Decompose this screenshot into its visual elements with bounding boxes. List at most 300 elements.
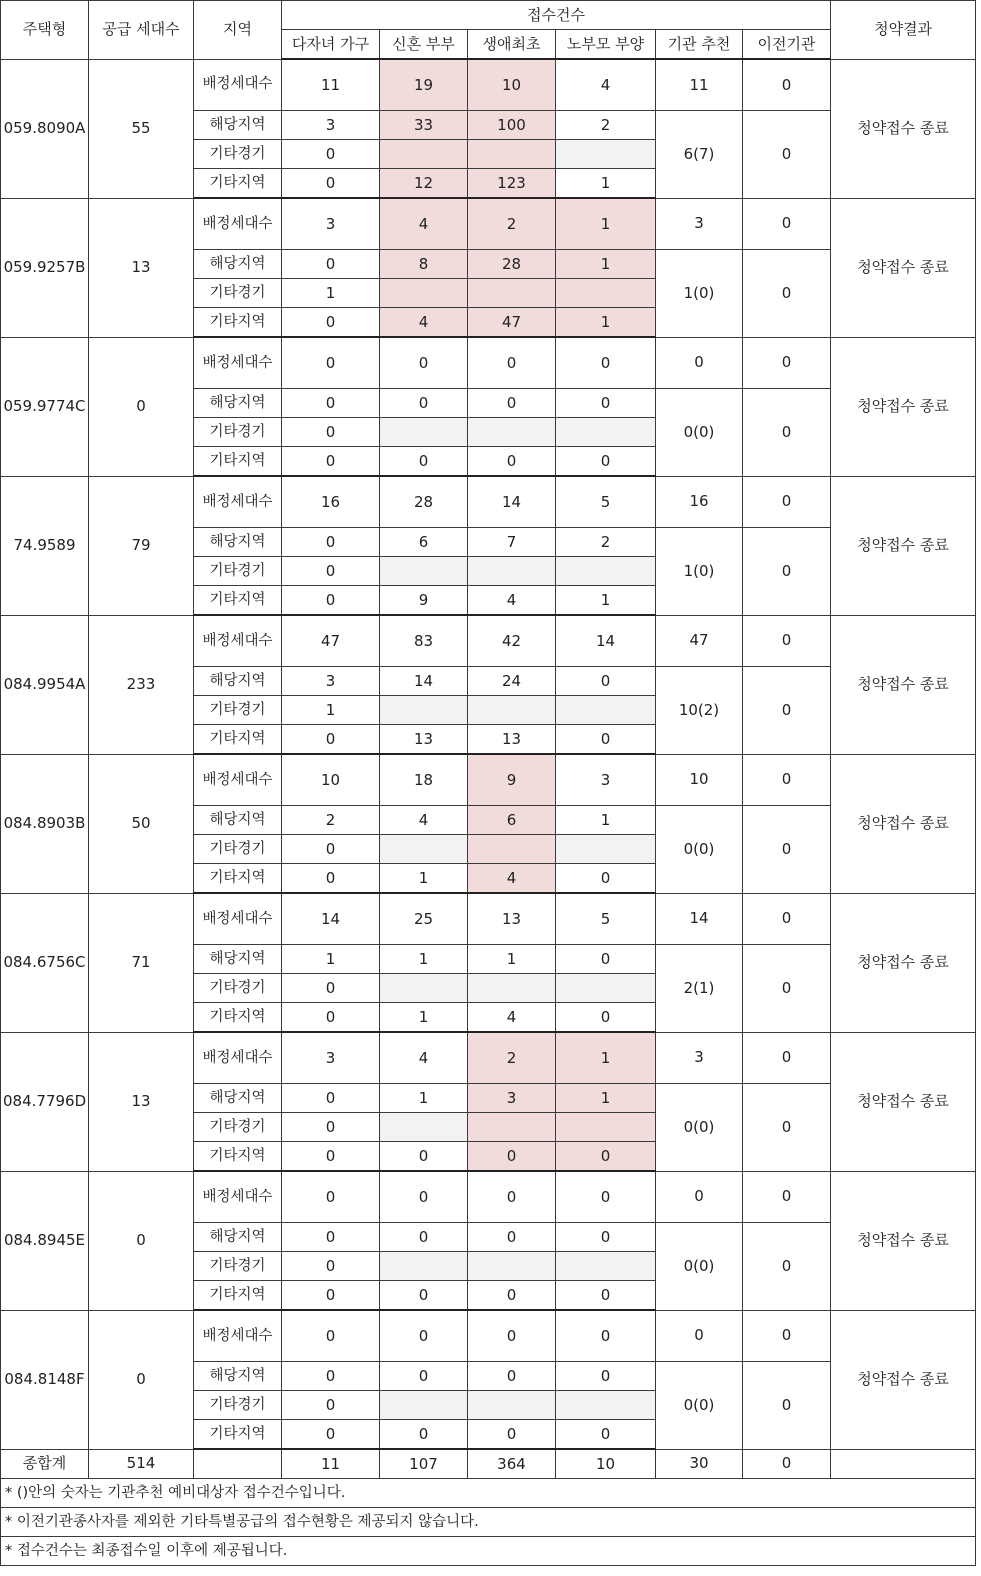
count-first-time-cell: 1 xyxy=(468,945,556,974)
count-elderly-parent-cell xyxy=(556,1252,656,1281)
count-multichild-cell: 11 xyxy=(282,59,380,111)
count-newlywed-cell xyxy=(380,140,468,169)
table-row xyxy=(1,1032,976,1084)
header-first-time: 생애최초 xyxy=(468,30,556,60)
supply-count-cell: 50 xyxy=(89,754,194,893)
count-newlywed-cell xyxy=(380,557,468,586)
count-newlywed-cell xyxy=(380,418,468,447)
count-newlywed-cell: 19 xyxy=(380,59,468,111)
result-cell: 청약접수 종료 xyxy=(831,476,976,615)
relocated-agency-combined-cell: 0 xyxy=(743,806,831,894)
count-agency-recommend-cell: 47 xyxy=(656,615,743,667)
count-agency-recommend-cell: 14 xyxy=(656,893,743,945)
count-elderly-parent-cell: 0 xyxy=(556,1171,656,1223)
count-multichild-cell: 1 xyxy=(282,696,380,725)
relocated-agency-combined-cell: 0 xyxy=(743,1362,831,1450)
result-cell: 청약접수 종료 xyxy=(831,615,976,754)
agency-recommend-combined-cell: 1(0) xyxy=(656,250,743,338)
header-region: 지역 xyxy=(194,1,282,60)
agency-recommend-combined-cell: 0(0) xyxy=(656,1362,743,1450)
footnote-text: * 이전기관종사자를 제외한 기타특별공급의 접수현황은 제공되지 않습니다. xyxy=(1,1508,976,1537)
table-row xyxy=(1,893,976,945)
count-agency-recommend-cell: 0 xyxy=(656,1171,743,1223)
count-elderly-parent-cell: 5 xyxy=(556,893,656,945)
count-newlywed-cell: 1 xyxy=(380,864,468,894)
count-agency-recommend-cell: 16 xyxy=(656,476,743,528)
count-first-time-cell: 123 xyxy=(468,169,556,199)
housing-type-cell: 059.9774C xyxy=(1,337,89,476)
count-newlywed-cell: 4 xyxy=(380,308,468,338)
supply-count-cell: 13 xyxy=(89,198,194,337)
agency-recommend-combined-cell: 0(0) xyxy=(656,389,743,477)
count-first-time-cell xyxy=(468,279,556,308)
count-multichild-cell: 0 xyxy=(282,308,380,338)
header-multichild: 다자녀 가구 xyxy=(282,30,380,60)
total-value-cell: 30 xyxy=(656,1449,743,1479)
result-cell: 청약접수 종료 xyxy=(831,1032,976,1171)
count-multichild-cell: 0 xyxy=(282,1391,380,1420)
count-multichild-cell: 0 xyxy=(282,835,380,864)
header-supply: 공급 세대수 xyxy=(89,1,194,60)
count-newlywed-cell: 28 xyxy=(380,476,468,528)
count-first-time-cell: 6 xyxy=(468,806,556,835)
supply-count-cell: 233 xyxy=(89,615,194,754)
count-agency-recommend-cell: 0 xyxy=(656,1310,743,1362)
total-supply-cell: 514 xyxy=(89,1449,194,1479)
region-label-cell: 기타지역 xyxy=(194,1003,282,1033)
count-agency-recommend-cell: 0 xyxy=(656,337,743,389)
count-multichild-cell: 1 xyxy=(282,279,380,308)
count-newlywed-cell xyxy=(380,696,468,725)
count-elderly-parent-cell xyxy=(556,418,656,447)
count-first-time-cell: 14 xyxy=(468,476,556,528)
count-elderly-parent-cell: 0 xyxy=(556,1362,656,1391)
header-newlywed: 신혼 부부 xyxy=(380,30,468,60)
count-newlywed-cell xyxy=(380,279,468,308)
count-elderly-parent-cell: 5 xyxy=(556,476,656,528)
region-label-cell: 배정세대수 xyxy=(194,1032,282,1084)
agency-recommend-combined-cell: 2(1) xyxy=(656,945,743,1033)
count-newlywed-cell: 1 xyxy=(380,945,468,974)
header-result: 청약결과 xyxy=(831,1,976,60)
region-label-cell: 해당지역 xyxy=(194,250,282,279)
count-first-time-cell xyxy=(468,557,556,586)
count-multichild-cell: 0 xyxy=(282,418,380,447)
header-type: 주택형 xyxy=(1,1,89,60)
agency-recommend-combined-cell: 1(0) xyxy=(656,528,743,616)
relocated-agency-combined-cell: 0 xyxy=(743,111,831,199)
region-label-cell: 해당지역 xyxy=(194,667,282,696)
region-label-cell: 기타지역 xyxy=(194,725,282,755)
agency-recommend-combined-cell: 0(0) xyxy=(656,806,743,894)
region-label-cell: 해당지역 xyxy=(194,111,282,140)
result-cell: 청약접수 종료 xyxy=(831,1310,976,1449)
housing-type-cell: 74.9589 xyxy=(1,476,89,615)
agency-recommend-combined-cell: 10(2) xyxy=(656,667,743,755)
count-multichild-cell: 0 xyxy=(282,140,380,169)
count-elderly-parent-cell xyxy=(556,140,656,169)
region-label-cell: 해당지역 xyxy=(194,1084,282,1113)
count-relocated-agency-cell: 0 xyxy=(743,615,831,667)
count-first-time-cell: 0 xyxy=(468,1281,556,1311)
housing-type-cell: 084.6756C xyxy=(1,893,89,1032)
count-multichild-cell: 3 xyxy=(282,667,380,696)
count-relocated-agency-cell: 0 xyxy=(743,893,831,945)
count-multichild-cell: 0 xyxy=(282,1310,380,1362)
count-first-time-cell: 0 xyxy=(468,1171,556,1223)
count-multichild-cell: 14 xyxy=(282,893,380,945)
note-row xyxy=(1,1508,976,1537)
count-newlywed-cell: 0 xyxy=(380,1362,468,1391)
count-first-time-cell: 42 xyxy=(468,615,556,667)
header-row xyxy=(1,1,976,30)
relocated-agency-combined-cell: 0 xyxy=(743,389,831,477)
table-row xyxy=(1,198,976,250)
region-label-cell: 기타지역 xyxy=(194,1420,282,1450)
table-row xyxy=(1,337,976,389)
count-first-time-cell xyxy=(468,835,556,864)
count-multichild-cell: 0 xyxy=(282,725,380,755)
count-elderly-parent-cell: 1 xyxy=(556,169,656,199)
housing-type-cell: 059.9257B xyxy=(1,198,89,337)
count-multichild-cell: 1 xyxy=(282,945,380,974)
region-label-cell: 기타지역 xyxy=(194,864,282,894)
count-elderly-parent-cell xyxy=(556,974,656,1003)
count-first-time-cell: 100 xyxy=(468,111,556,140)
count-multichild-cell: 0 xyxy=(282,1420,380,1450)
count-newlywed-cell: 0 xyxy=(380,1171,468,1223)
table-body xyxy=(1,1,976,1566)
count-relocated-agency-cell: 0 xyxy=(743,1310,831,1362)
count-first-time-cell: 4 xyxy=(468,864,556,894)
header-elderly-parent: 노부모 부양 xyxy=(556,30,656,60)
count-elderly-parent-cell: 3 xyxy=(556,754,656,806)
housing-type-cell: 084.9954A xyxy=(1,615,89,754)
count-first-time-cell: 10 xyxy=(468,59,556,111)
count-first-time-cell: 7 xyxy=(468,528,556,557)
result-cell: 청약접수 종료 xyxy=(831,1171,976,1310)
count-elderly-parent-cell: 0 xyxy=(556,1223,656,1252)
count-elderly-parent-cell xyxy=(556,1391,656,1420)
header-relocated-agency: 이전기관 xyxy=(743,30,831,60)
count-newlywed-cell: 0 xyxy=(380,1310,468,1362)
count-multichild-cell: 0 xyxy=(282,337,380,389)
count-multichild-cell: 0 xyxy=(282,1362,380,1391)
region-label-cell: 배정세대수 xyxy=(194,476,282,528)
count-newlywed-cell xyxy=(380,1113,468,1142)
supply-count-cell: 0 xyxy=(89,1171,194,1310)
count-multichild-cell: 0 xyxy=(282,250,380,279)
count-newlywed-cell: 0 xyxy=(380,1223,468,1252)
count-first-time-cell: 4 xyxy=(468,1003,556,1033)
count-relocated-agency-cell: 0 xyxy=(743,1171,831,1223)
count-multichild-cell: 0 xyxy=(282,557,380,586)
count-newlywed-cell: 18 xyxy=(380,754,468,806)
count-first-time-cell: 28 xyxy=(468,250,556,279)
count-first-time-cell xyxy=(468,418,556,447)
count-elderly-parent-cell: 2 xyxy=(556,528,656,557)
region-label-cell: 기타경기 xyxy=(194,1391,282,1420)
count-first-time-cell xyxy=(468,1252,556,1281)
supply-count-cell: 0 xyxy=(89,337,194,476)
table-row xyxy=(1,754,976,806)
supply-count-cell: 0 xyxy=(89,1310,194,1449)
total-value-cell: 107 xyxy=(380,1449,468,1479)
count-newlywed-cell: 13 xyxy=(380,725,468,755)
count-multichild-cell: 0 xyxy=(282,1171,380,1223)
count-first-time-cell xyxy=(468,974,556,1003)
count-multichild-cell: 0 xyxy=(282,1113,380,1142)
count-elderly-parent-cell: 0 xyxy=(556,1142,656,1172)
count-multichild-cell: 16 xyxy=(282,476,380,528)
region-label-cell: 기타경기 xyxy=(194,1113,282,1142)
count-multichild-cell: 0 xyxy=(282,1084,380,1113)
table-row xyxy=(1,615,976,667)
region-label-cell: 배정세대수 xyxy=(194,1171,282,1223)
count-newlywed-cell: 25 xyxy=(380,893,468,945)
count-newlywed-cell: 0 xyxy=(380,1142,468,1172)
count-first-time-cell: 3 xyxy=(468,1084,556,1113)
count-newlywed-cell: 4 xyxy=(380,1032,468,1084)
result-cell: 청약접수 종료 xyxy=(831,337,976,476)
region-label-cell: 해당지역 xyxy=(194,945,282,974)
count-newlywed-cell: 4 xyxy=(380,198,468,250)
count-newlywed-cell: 6 xyxy=(380,528,468,557)
total-value-cell: 364 xyxy=(468,1449,556,1479)
count-newlywed-cell: 12 xyxy=(380,169,468,199)
table-row xyxy=(1,1310,976,1362)
region-label-cell: 기타경기 xyxy=(194,974,282,1003)
count-first-time-cell: 2 xyxy=(468,1032,556,1084)
relocated-agency-combined-cell: 0 xyxy=(743,667,831,755)
count-multichild-cell: 2 xyxy=(282,806,380,835)
result-cell: 청약접수 종료 xyxy=(831,893,976,1032)
region-label-cell: 기타지역 xyxy=(194,169,282,199)
region-label-cell: 기타경기 xyxy=(194,1252,282,1281)
region-label-cell: 배정세대수 xyxy=(194,198,282,250)
agency-recommend-combined-cell: 6(7) xyxy=(656,111,743,199)
count-elderly-parent-cell: 0 xyxy=(556,1281,656,1311)
count-first-time-cell: 24 xyxy=(468,667,556,696)
total-value-cell: 0 xyxy=(743,1449,831,1479)
count-multichild-cell: 0 xyxy=(282,1003,380,1033)
count-multichild-cell: 0 xyxy=(282,864,380,894)
count-elderly-parent-cell xyxy=(556,835,656,864)
count-newlywed-cell: 33 xyxy=(380,111,468,140)
region-label-cell: 해당지역 xyxy=(194,806,282,835)
housing-type-cell: 059.8090A xyxy=(1,59,89,198)
count-first-time-cell xyxy=(468,1391,556,1420)
supply-count-cell: 71 xyxy=(89,893,194,1032)
count-elderly-parent-cell: 0 xyxy=(556,1420,656,1450)
count-multichild-cell: 0 xyxy=(282,1281,380,1311)
count-relocated-agency-cell: 0 xyxy=(743,476,831,528)
supply-count-cell: 79 xyxy=(89,476,194,615)
count-newlywed-cell: 1 xyxy=(380,1084,468,1113)
count-newlywed-cell: 0 xyxy=(380,1281,468,1311)
relocated-agency-combined-cell: 0 xyxy=(743,1084,831,1172)
region-label-cell: 기타경기 xyxy=(194,557,282,586)
count-newlywed-cell: 0 xyxy=(380,1420,468,1450)
count-multichild-cell: 0 xyxy=(282,1252,380,1281)
count-multichild-cell: 0 xyxy=(282,528,380,557)
count-elderly-parent-cell: 0 xyxy=(556,945,656,974)
count-multichild-cell: 3 xyxy=(282,198,380,250)
header-agency-recommend: 기관 추천 xyxy=(656,30,743,60)
region-label-cell: 기타지역 xyxy=(194,586,282,616)
table-row xyxy=(1,476,976,528)
count-newlywed-cell: 0 xyxy=(380,447,468,477)
count-first-time-cell xyxy=(468,140,556,169)
count-elderly-parent-cell: 0 xyxy=(556,389,656,418)
count-multichild-cell: 47 xyxy=(282,615,380,667)
count-first-time-cell: 47 xyxy=(468,308,556,338)
count-elderly-parent-cell: 0 xyxy=(556,337,656,389)
housing-type-cell: 084.8945E xyxy=(1,1171,89,1310)
count-multichild-cell: 0 xyxy=(282,1223,380,1252)
count-newlywed-cell: 9 xyxy=(380,586,468,616)
table-row xyxy=(1,1171,976,1223)
relocated-agency-combined-cell: 0 xyxy=(743,250,831,338)
supply-count-cell: 55 xyxy=(89,59,194,198)
count-agency-recommend-cell: 3 xyxy=(656,198,743,250)
table-row xyxy=(1,59,976,111)
count-multichild-cell: 0 xyxy=(282,586,380,616)
count-newlywed-cell: 14 xyxy=(380,667,468,696)
count-first-time-cell: 0 xyxy=(468,1420,556,1450)
count-newlywed-cell: 83 xyxy=(380,615,468,667)
count-newlywed-cell: 0 xyxy=(380,389,468,418)
region-label-cell: 해당지역 xyxy=(194,1223,282,1252)
count-agency-recommend-cell: 3 xyxy=(656,1032,743,1084)
count-multichild-cell: 3 xyxy=(282,111,380,140)
count-first-time-cell: 0 xyxy=(468,389,556,418)
total-region-empty-cell xyxy=(194,1449,282,1479)
count-elderly-parent-cell: 0 xyxy=(556,1003,656,1033)
note-row xyxy=(1,1479,976,1508)
housing-type-cell: 084.8903B xyxy=(1,754,89,893)
count-first-time-cell: 9 xyxy=(468,754,556,806)
agency-recommend-combined-cell: 0(0) xyxy=(656,1223,743,1311)
region-label-cell: 배정세대수 xyxy=(194,754,282,806)
region-label-cell: 배정세대수 xyxy=(194,337,282,389)
count-first-time-cell xyxy=(468,1113,556,1142)
region-label-cell: 배정세대수 xyxy=(194,59,282,111)
header-receipts: 접수건수 xyxy=(282,1,831,30)
count-elderly-parent-cell: 1 xyxy=(556,308,656,338)
count-newlywed-cell xyxy=(380,1252,468,1281)
count-multichild-cell: 0 xyxy=(282,389,380,418)
region-label-cell: 기타경기 xyxy=(194,279,282,308)
count-elderly-parent-cell xyxy=(556,696,656,725)
note-row xyxy=(1,1537,976,1566)
region-label-cell: 기타경기 xyxy=(194,835,282,864)
total-label-cell: 종합계 xyxy=(1,1449,89,1479)
region-label-cell: 해당지역 xyxy=(194,528,282,557)
result-cell: 청약접수 종료 xyxy=(831,754,976,893)
count-first-time-cell: 0 xyxy=(468,1362,556,1391)
count-first-time-cell: 0 xyxy=(468,1223,556,1252)
total-value-cell: 10 xyxy=(556,1449,656,1479)
count-elderly-parent-cell xyxy=(556,279,656,308)
count-elderly-parent-cell: 0 xyxy=(556,667,656,696)
count-elderly-parent-cell: 1 xyxy=(556,586,656,616)
relocated-agency-combined-cell: 0 xyxy=(743,528,831,616)
count-newlywed-cell: 4 xyxy=(380,806,468,835)
region-label-cell: 기타경기 xyxy=(194,696,282,725)
supply-count-cell: 13 xyxy=(89,1032,194,1171)
count-multichild-cell: 0 xyxy=(282,447,380,477)
count-elderly-parent-cell: 1 xyxy=(556,806,656,835)
count-elderly-parent-cell: 1 xyxy=(556,198,656,250)
count-elderly-parent-cell: 0 xyxy=(556,1310,656,1362)
count-relocated-agency-cell: 0 xyxy=(743,754,831,806)
footnote-text: * 접수건수는 최종접수일 이후에 제공됩니다. xyxy=(1,1537,976,1566)
region-label-cell: 배정세대수 xyxy=(194,615,282,667)
agency-recommend-combined-cell: 0(0) xyxy=(656,1084,743,1172)
housing-type-cell: 084.8148F xyxy=(1,1310,89,1449)
count-first-time-cell: 2 xyxy=(468,198,556,250)
region-label-cell: 기타경기 xyxy=(194,418,282,447)
region-label-cell: 기타지역 xyxy=(194,447,282,477)
result-cell: 청약접수 종료 xyxy=(831,59,976,198)
region-label-cell: 기타지역 xyxy=(194,308,282,338)
count-agency-recommend-cell: 10 xyxy=(656,754,743,806)
region-label-cell: 기타경기 xyxy=(194,140,282,169)
region-label-cell: 배정세대수 xyxy=(194,893,282,945)
relocated-agency-combined-cell: 0 xyxy=(743,945,831,1033)
count-newlywed-cell: 1 xyxy=(380,1003,468,1033)
count-elderly-parent-cell: 14 xyxy=(556,615,656,667)
count-elderly-parent-cell: 1 xyxy=(556,250,656,279)
total-row xyxy=(1,1449,976,1479)
count-first-time-cell: 0 xyxy=(468,337,556,389)
count-elderly-parent-cell: 4 xyxy=(556,59,656,111)
count-first-time-cell: 0 xyxy=(468,1310,556,1362)
count-multichild-cell: 0 xyxy=(282,974,380,1003)
count-elderly-parent-cell: 2 xyxy=(556,111,656,140)
count-newlywed-cell xyxy=(380,974,468,1003)
count-first-time-cell: 13 xyxy=(468,893,556,945)
count-elderly-parent-cell: 1 xyxy=(556,1084,656,1113)
region-label-cell: 배정세대수 xyxy=(194,1310,282,1362)
count-elderly-parent-cell xyxy=(556,1113,656,1142)
result-cell: 청약접수 종료 xyxy=(831,198,976,337)
count-agency-recommend-cell: 11 xyxy=(656,59,743,111)
count-multichild-cell: 0 xyxy=(282,169,380,199)
count-elderly-parent-cell: 1 xyxy=(556,1032,656,1084)
housing-type-cell: 084.7796D xyxy=(1,1032,89,1171)
total-result-empty-cell xyxy=(831,1449,976,1479)
relocated-agency-combined-cell: 0 xyxy=(743,1223,831,1311)
count-newlywed-cell xyxy=(380,835,468,864)
count-elderly-parent-cell: 0 xyxy=(556,447,656,477)
region-label-cell: 기타지역 xyxy=(194,1281,282,1311)
count-first-time-cell: 13 xyxy=(468,725,556,755)
count-newlywed-cell xyxy=(380,1391,468,1420)
count-multichild-cell: 3 xyxy=(282,1032,380,1084)
region-label-cell: 해당지역 xyxy=(194,389,282,418)
count-elderly-parent-cell: 0 xyxy=(556,864,656,894)
count-first-time-cell xyxy=(468,696,556,725)
count-newlywed-cell: 8 xyxy=(380,250,468,279)
region-label-cell: 해당지역 xyxy=(194,1362,282,1391)
count-relocated-agency-cell: 0 xyxy=(743,59,831,111)
count-relocated-agency-cell: 0 xyxy=(743,198,831,250)
count-newlywed-cell: 0 xyxy=(380,337,468,389)
count-elderly-parent-cell xyxy=(556,557,656,586)
count-first-time-cell: 0 xyxy=(468,447,556,477)
